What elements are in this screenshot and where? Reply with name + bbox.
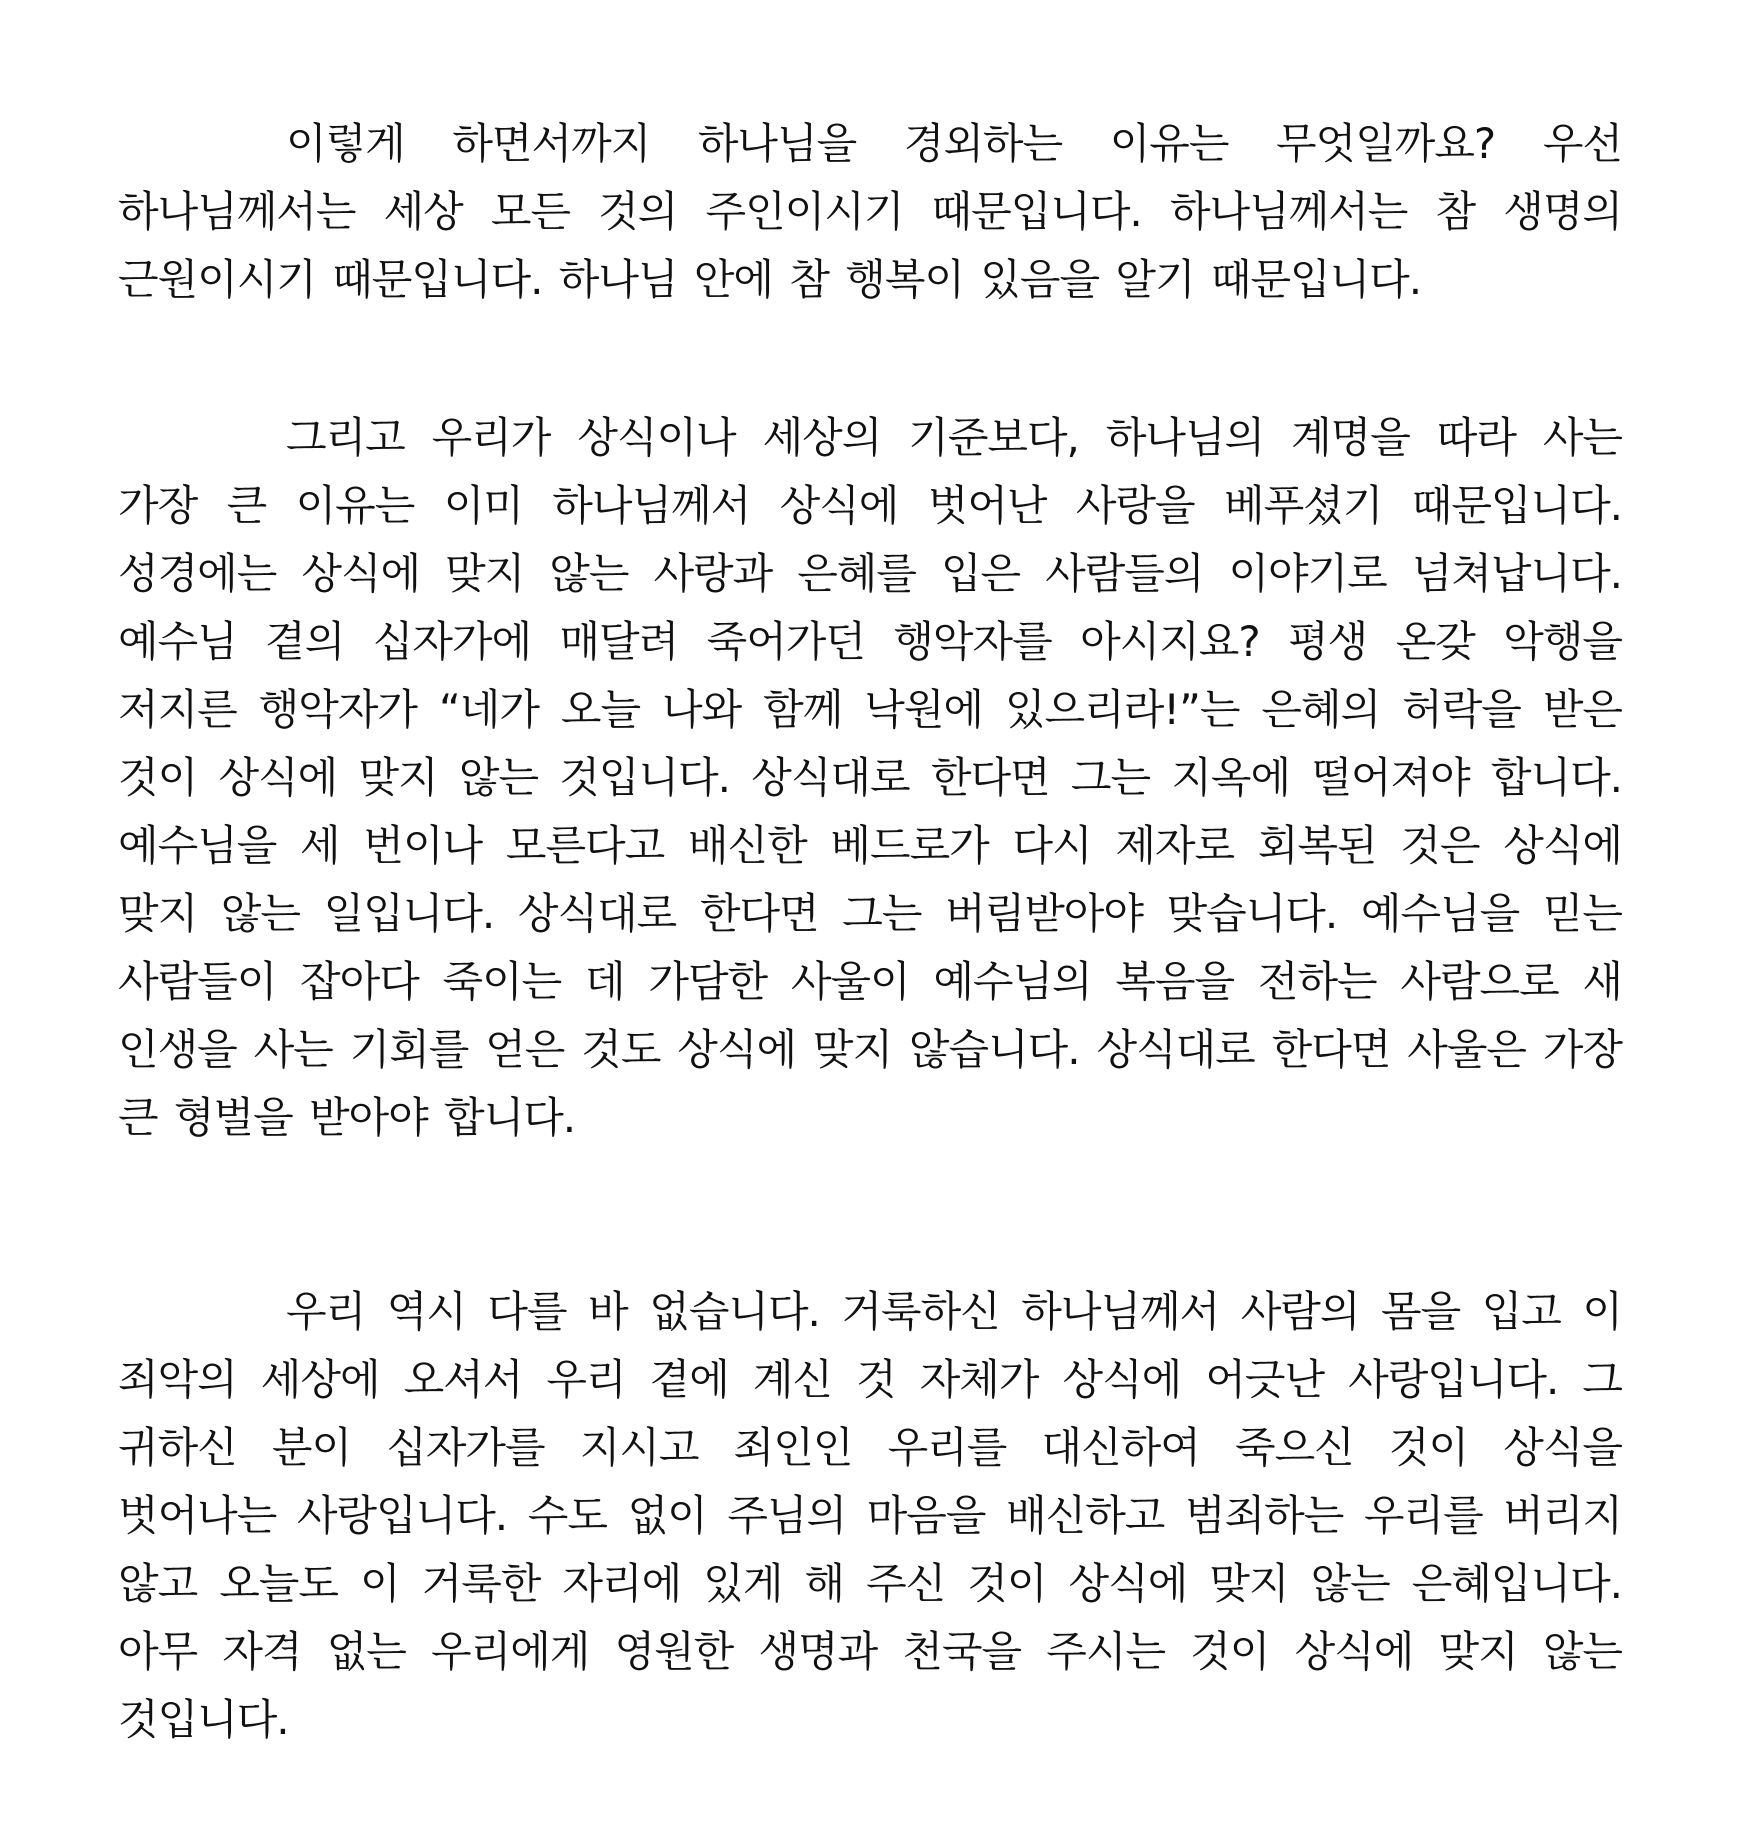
paragraph-2: 그리고 우리가 상식이나 세상의 기준보다, 하나님의 계명을 따라 사는 가장 큰 이유는 이미 하나님께서 상식에 벗어난 사랑을 베푸셨기 때문입니다. 성경에는 상식에 맞지 않는 사랑과 은혜를 입은 사람들의 이야기로 넘쳐납니다. 예수님 곁의 십자가에 매달려 죽어가던 행악자를 아시지요? 평생 온갖 악행을 저지른 행악자가 “네가 오늘 나와 함께 낙원에 있으리라!”는 은혜의 허락을 받은 것이 상식에 맞지 않는 것입니다. 상식대로 한다면 그는 지옥에 떨어져야 합니다. 예수님을 세 번이나 모른다고 배신한 베드로가 다시 제자로 회복된 것은 상식에 맞지 않는 일입니다. 상식대로 한다면 그는 버림받아야 맞습니다. 예수님을 믿는 사람들이 잡아다 죽이는 데 가담한 사울이 예수님의 복음을 전하는 사람으로 새 인생을 사는 기회를 얻은 것도 상식에 맞지 않습니다. 상식대로 한다면 사울은 가장 큰 형벌을 받아야 합니다. bbox=[118, 413, 1622, 1142]
paragraph-1: 이렇게 하면서까지 하나님을 경외하는 이유는 무엇일까요? 우선 하나님께서는 세상 모든 것의 주인이시기 때문입니다. 하나님께서는 참 생명의 근원이시기 때문입니다. 하나님 안에 참 행복이 있음을 알기 때문입니다. bbox=[118, 119, 1622, 304]
paragraph-3: 우리 역시 다를 바 없습니다. 거룩하신 하나님께서 사람의 몸을 입고 이 죄악의 세상에 오셔서 우리 곁에 계신 것 자체가 상식에 어긋난 사랑입니다. 그 귀하신 분이 십자가를 지시고 죄인인 우리를 대신하여 죽으신 것이 상식을 벗어나는 사랑입니다. 수도 없이 주님의 마음을 배신하고 범죄하는 우리를 버리지 않고 오늘도 이 거룩한 자리에 있게 해 주신 것이 상식에 맞지 않는 은혜입니다. 아무 자격 없는 우리에게 영원한 생명과 천국을 주시는 것이 상식에 맞지 않는 것입니다. bbox=[118, 1287, 1622, 1744]
